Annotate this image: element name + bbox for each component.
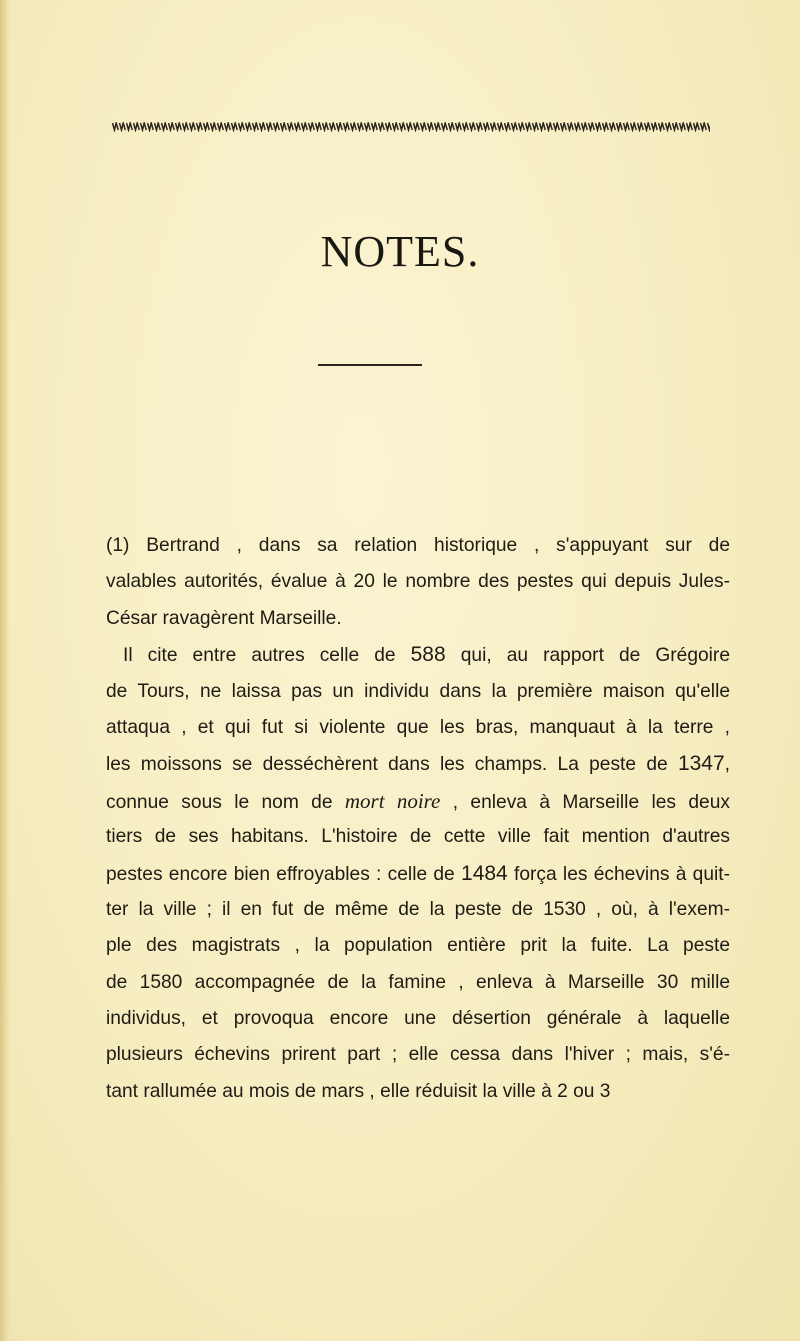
text-fragment: , enleva à Marseille les deux: [440, 791, 730, 813]
text-line: [106, 674, 730, 710]
text-line: [106, 746, 730, 782]
text-fragment: de 1580 accompagnée de la famine , enleva à Marseille 30 mille: [106, 971, 730, 993]
page-title: NOTES.: [320, 227, 480, 276]
text-fragment: tant rallumée au mois de mars , elle réduisit la ville à 2 ou 3: [106, 1080, 611, 1102]
text-line: [106, 1037, 730, 1073]
page-binding-edge: [0, 0, 10, 1341]
text-fragment: (1) Bertrand , dans sa relation historique , s'appuyant sur de: [106, 535, 730, 556]
text-fragment: individus, et provoqua encore une désertion générale à laquelle: [106, 1008, 730, 1030]
text-line: [106, 856, 730, 892]
text-fragment: plusieurs échevins prirent part ; elle cessa dans l'hiver ; mais, s'é-: [106, 1044, 730, 1066]
text-line: [106, 1074, 730, 1110]
italic-phrase: mort noire: [344, 788, 441, 813]
text-line: [106, 892, 730, 928]
text-fragment: de Tours, ne laissa pas un individu dans la première maison qu'elle: [106, 680, 730, 702]
text-fragment: pestes encore bien effroyables : celle de: [106, 863, 462, 885]
text-fragment: ter la ville ; il en fut de même de la peste de 1530 , où, à l'exem-: [106, 898, 730, 920]
text-line: [106, 819, 730, 855]
text-fragment: ,: [724, 754, 730, 776]
text-line: [106, 783, 730, 819]
ornament-pattern-icon: [112, 122, 710, 132]
year-number: 1484: [461, 861, 508, 885]
text-line: [106, 564, 730, 600]
footnote-text: [106, 528, 730, 1110]
text-line: [106, 637, 730, 673]
text-fragment: connue sous le nom de: [106, 791, 345, 813]
text-fragment: Il cite entre autres celle de: [123, 645, 411, 667]
text-line: [106, 1001, 730, 1037]
text-fragment: les moissons se desséchèrent dans les champs. La peste de: [106, 754, 678, 776]
year-number: 588: [410, 643, 446, 667]
text-line: [106, 710, 730, 746]
text-fragment: qui, au rapport de Grégoire: [445, 645, 730, 667]
text-line: [106, 965, 730, 1001]
text-fragment: attaqua , et qui fut si violente que les bras, manquaut à la terre ,: [106, 716, 730, 738]
year-number: 1347: [677, 752, 725, 776]
text-line: [106, 601, 730, 637]
text-fragment: valables autorités, évalue à 20 le nombre des pestes qui depuis Jules-: [106, 571, 730, 593]
text-fragment: César ravagèrent Marseille.: [106, 607, 342, 629]
title-divider: [318, 364, 422, 366]
text-fragment: ple des magistrats , la population entière prit la fuite. La peste: [106, 935, 730, 957]
text-line: [106, 928, 730, 964]
decorative-band: [112, 122, 710, 132]
text-fragment: tiers de ses habitans. L'histoire de cette ville fait mention d'autres: [106, 826, 730, 848]
text-fragment: força les échevins à quit-: [507, 863, 730, 885]
text-line: [106, 528, 730, 564]
